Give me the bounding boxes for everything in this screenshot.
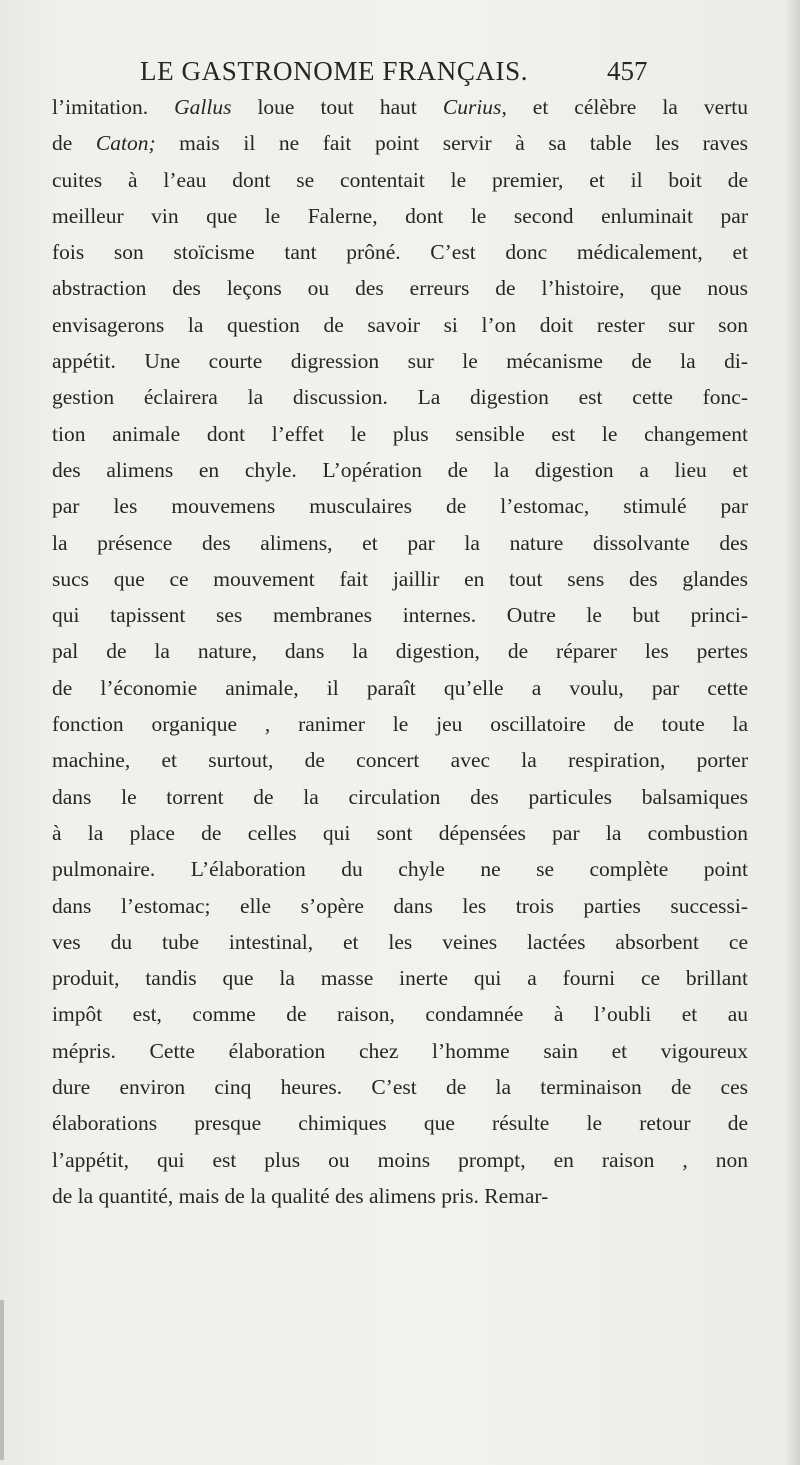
text-run: loue tout haut: [231, 95, 443, 119]
text-line: [52, 488, 748, 524]
text-line: [52, 561, 748, 597]
text-line: [52, 597, 748, 633]
text-line: [52, 452, 748, 488]
running-head: LE GASTRONOME FRANÇAIS.: [140, 56, 529, 86]
text-run: sucs que ce mouvement fait jaillir en tout sens des glandes: [52, 566, 748, 591]
text-run: des alimens en chyle. L’opération de la digestion a lieu et: [52, 457, 748, 482]
text-line: [52, 1105, 748, 1141]
text-line: [52, 162, 748, 198]
text-line: [52, 851, 748, 887]
text-run: pulmonaire. L’élaboration du chyle ne se complète point: [52, 857, 748, 882]
text-line: [52, 234, 748, 270]
text-line: [52, 307, 748, 343]
text-run: par les mouvemens musculaires de l’estomac, stimulé par: [52, 494, 748, 519]
text-run: meilleur vin que le Falerne, dont le second enluminait par: [52, 203, 748, 228]
binding-mark: [0, 1300, 4, 1460]
text-line: [52, 888, 748, 924]
text-run: fois son stoïcisme tant prôné. C’est donc médicalement, et: [52, 240, 748, 265]
text-line: [52, 706, 748, 742]
text-run: fonction organique , ranimer le jeu oscillatoire de toute la: [52, 712, 748, 737]
text-run: l’appétit, qui est plus ou moins prompt, en raison , non: [52, 1147, 748, 1172]
text-line: [52, 89, 748, 125]
text-line: [52, 379, 748, 415]
text-line: [52, 270, 748, 306]
text-line: [52, 416, 748, 452]
text-run: la présence des alimens, et par la nature dissolvante des: [52, 530, 748, 555]
text-line: [52, 1178, 748, 1214]
text-run: ves du tube intestinal, et les veines lactées absorbent ce: [52, 929, 748, 954]
text-run: appétit. Une courte digression sur le mécanisme de la di-: [52, 349, 748, 374]
text-run: l’imitation.: [52, 95, 175, 119]
body-text: [52, 89, 748, 1214]
text-line: [52, 125, 748, 161]
text-run: à la place de celles qui sont dépensées par la combustion: [52, 820, 748, 845]
text-run: qui tapissent ses membranes internes. Outre le but princi-: [52, 603, 748, 628]
text-run: abstraction des leçons ou des erreurs de l’histoire, que nous: [52, 276, 748, 301]
text-run: dans le torrent de la circulation des particules balsamiques: [52, 784, 748, 809]
text-line: [52, 742, 748, 778]
text-run: de l’économie animale, il paraît qu’elle a voulu, par cette: [52, 675, 748, 700]
page-number: 457: [607, 56, 648, 86]
text-run: de la quantité, mais de la qualité des alimens pris. Remar-: [52, 1183, 549, 1208]
text-run: gestion éclairera la discussion. La digestion est cette fonc-: [52, 385, 748, 410]
text-run: dans l’estomac; elle s’opère dans les trois parties successi-: [52, 893, 748, 918]
italic-name: Curius: [442, 95, 502, 119]
text-run: mais il ne fait point servir à sa table les raves: [155, 131, 749, 156]
text-line: [52, 996, 748, 1032]
text-run: produit, tandis que la masse inerte qui a fourni ce brillant: [52, 966, 748, 991]
text-run: mépris. Cette élaboration chez l’homme sain et vigoureux: [52, 1038, 748, 1063]
text-run: impôt est, comme de raison, condamnée à l’oubli et au: [52, 1002, 748, 1027]
text-line: [52, 198, 748, 234]
italic-name: Caton;: [95, 131, 156, 156]
page-edge-shadow: [786, 0, 800, 1465]
text-line: [52, 1142, 748, 1178]
text-run: de: [52, 131, 96, 156]
text-run: tion animale dont l’effet le plus sensible est le changement: [52, 421, 748, 446]
text-line: [52, 1033, 748, 1069]
text-run: pal de la nature, dans la digestion, de réparer les pertes: [52, 639, 748, 664]
text-line: [52, 633, 748, 669]
text-line: [52, 924, 748, 960]
text-run: , et célèbre la vertu: [501, 95, 748, 119]
text-run: cuites à l’eau dont se contentait le premier, et il boit de: [52, 167, 748, 192]
text-line: [52, 779, 748, 815]
text-run: machine, et surtout, de concert avec la respiration, porter: [52, 748, 748, 773]
text-line: [52, 525, 748, 561]
text-line: [52, 960, 748, 996]
text-line: [52, 670, 748, 706]
text-line: [52, 815, 748, 851]
text-line: [52, 343, 748, 379]
text-run: envisagerons la question de savoir si l’on doit rester sur son: [52, 312, 748, 337]
text-run: dure environ cinq heures. C’est de la terminaison de ces: [52, 1075, 748, 1100]
text-run: élaborations presque chimiques que résulte le retour de: [52, 1111, 748, 1136]
italic-name: Gallus: [174, 95, 232, 119]
text-line: [52, 1069, 748, 1105]
